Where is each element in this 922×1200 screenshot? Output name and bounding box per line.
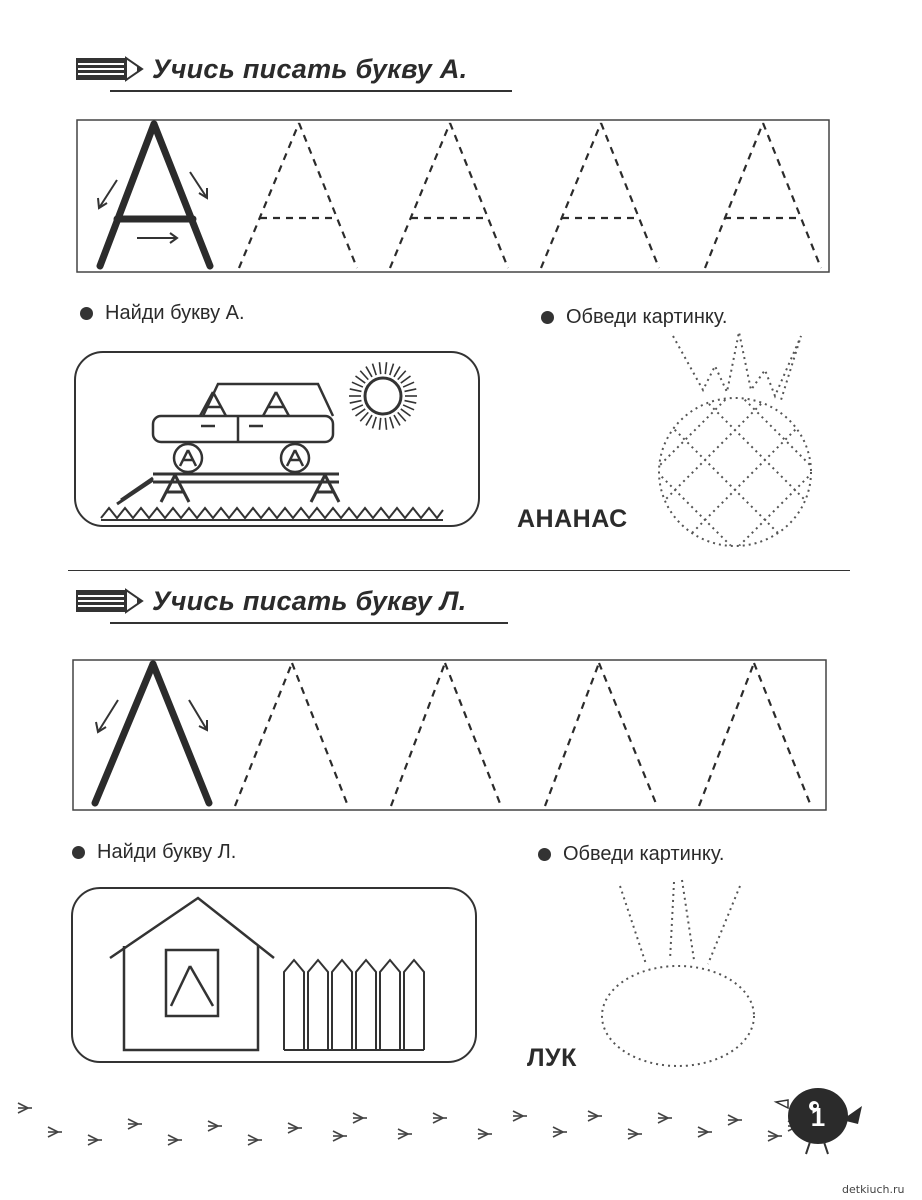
sun-ray [355, 376, 365, 383]
footprint-icon [333, 1131, 347, 1141]
footprint-icon [88, 1135, 102, 1145]
pineapple [655, 330, 820, 550]
sun-ray [350, 389, 362, 391]
task-trace-picture-a: Обведи картинку. [541, 306, 727, 329]
sun-ray [350, 401, 362, 403]
sun-ray [366, 415, 372, 425]
bird-footprints [18, 1088, 808, 1158]
sun-ray [360, 371, 368, 380]
section-divider [68, 570, 850, 571]
car [153, 384, 333, 472]
house-picture [70, 886, 480, 1066]
ramp [117, 474, 339, 504]
footprint-icon [553, 1127, 567, 1137]
fence [284, 960, 424, 1050]
sun-ray [394, 415, 400, 425]
task-find-letter-a: Найди букву А. [80, 302, 245, 325]
bullet-icon [80, 307, 93, 320]
bullet-icon [538, 848, 551, 861]
word-luk: ЛУК [527, 1044, 577, 1072]
house [110, 898, 274, 1050]
footprint-icon [513, 1111, 527, 1121]
letter-a-shape [263, 392, 289, 416]
footprint-icon [698, 1127, 712, 1137]
heading-underline [110, 90, 512, 92]
sun-ray [405, 389, 417, 391]
bird [782, 1076, 872, 1156]
footprint-icon [248, 1135, 262, 1145]
footprint-icon [628, 1129, 642, 1139]
letter-l-tracing-box [73, 660, 827, 812]
pencil-icon [76, 54, 144, 84]
sun-ray [390, 364, 394, 375]
car-picture [73, 350, 483, 530]
sun-ray [355, 409, 365, 416]
letter-a-shape [287, 450, 303, 466]
bullet-icon [541, 311, 554, 324]
task-find-letter-l: Найди букву Л. [72, 841, 236, 864]
heading-underline [110, 622, 508, 624]
letter-l-shape [171, 966, 213, 1006]
footprint-icon [18, 1103, 32, 1113]
sun-ray [372, 364, 376, 375]
bullet-icon [72, 846, 85, 859]
section-l-heading: Учись писать букву Л. [152, 586, 467, 616]
site-watermark: detkiuch.ru [842, 1183, 905, 1196]
dotted-letter-a [239, 123, 821, 268]
footprint-icon [128, 1119, 142, 1129]
letter-a-tracing-box [77, 120, 830, 273]
footprint-icon [728, 1115, 742, 1125]
sun-ray [385, 362, 386, 374]
pencil-icon [76, 586, 144, 616]
footprint-icon [588, 1111, 602, 1121]
footprint-icon [478, 1129, 492, 1139]
sun-ray [403, 405, 414, 410]
grass-zigzag [101, 508, 443, 518]
footprint-icon [768, 1131, 782, 1141]
letter-l-sample [95, 664, 209, 803]
sun-ray [394, 367, 400, 377]
sun-ray [366, 367, 372, 377]
section-a-heading: Учись писать букву А. [152, 54, 468, 84]
footprint-icon [658, 1113, 672, 1123]
sun-ray [379, 362, 380, 374]
letter-a-sample [100, 124, 210, 266]
sun-ray [403, 382, 414, 387]
footprint-icon [433, 1113, 447, 1123]
sun [349, 362, 417, 430]
footprint-icon [398, 1129, 412, 1139]
word-ananas: АНАНАС [517, 505, 628, 533]
sun-ray [360, 412, 368, 421]
sun-ray [352, 405, 363, 410]
sun-ray [390, 417, 394, 428]
letter-a-shape [180, 450, 196, 466]
sun-ray [398, 371, 406, 380]
footprint-icon [353, 1113, 367, 1123]
dotted-letter-l [235, 663, 811, 806]
task-trace-picture-l: Обведи картинку. [538, 843, 724, 866]
sun-ray [372, 417, 376, 428]
footprint-icon [48, 1127, 62, 1137]
footprint-icon [288, 1123, 302, 1133]
footprint-icon [168, 1135, 182, 1145]
arrow-icon [96, 700, 207, 732]
sun-ray [401, 376, 411, 383]
sun-ray [385, 418, 386, 430]
page-number: 1 [810, 1102, 826, 1132]
sun-ray [398, 412, 406, 421]
sun-ray [405, 401, 417, 403]
onion [598, 880, 768, 1070]
sun-ray [352, 382, 363, 387]
footprint-icon [208, 1121, 222, 1131]
sun-ray [379, 418, 380, 430]
sun-ray [401, 409, 411, 416]
